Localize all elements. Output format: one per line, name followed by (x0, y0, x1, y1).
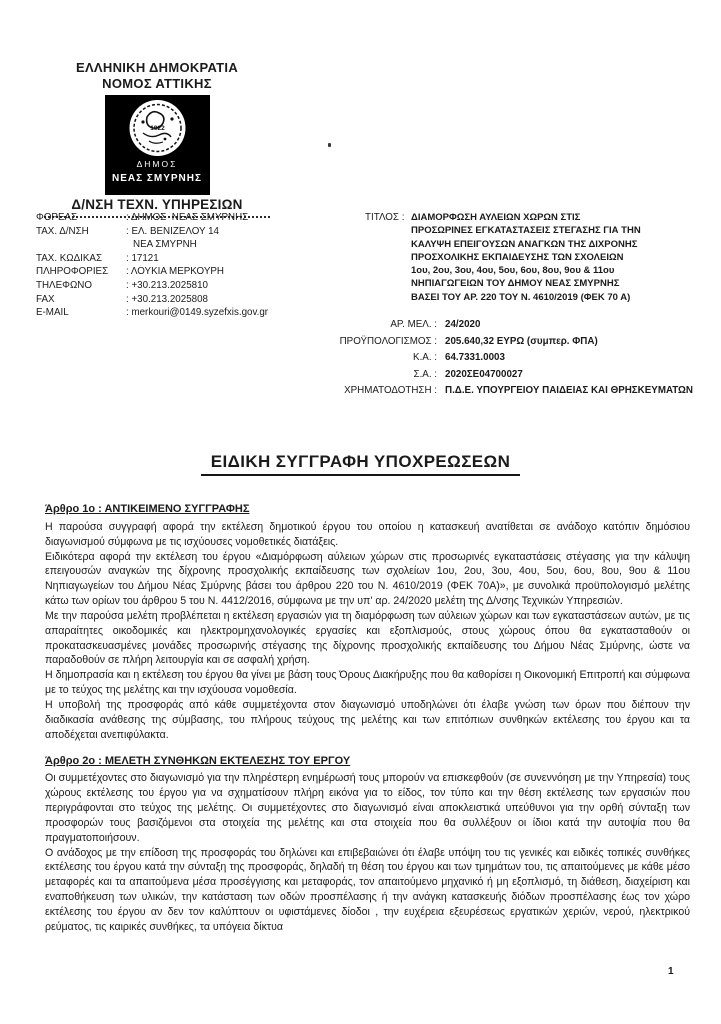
project-title-line: ΚΑΛΥΨΗ ΕΠΕΙΓΟΥΣΩΝ ΑΝΑΓΚΩΝ ΤΗΣ ΔΙΧΡΟΝΗΣ (411, 238, 638, 250)
contact-row-city (36, 238, 268, 252)
contact-row-fax (36, 293, 268, 307)
contact-label: ΤΑΧ. Δ/ΝΣΗ (36, 225, 89, 237)
seal-year-text: 1922 (149, 125, 165, 132)
article-1-heading: Άρθρο 1ο : ΑΝΤΙΚΕΙΜΕΝΟ ΣΥΓΓΡΑΦΗΣ (45, 503, 250, 515)
page-number: 1 (668, 966, 674, 977)
document-body (45, 502, 690, 935)
article-2-paragraph: Οι συμμετέχοντες στο διαγωνισμό για την πληρέστερη ενημέρωσή τους μπορούν να επισκεφθούν (σε συνεννόηση με την Υπηρεσία) τους χώρους εκτέλεσης του έργου για να σχηματίσουν πλήρη εικόνα για το είδος, τον τύπο και την θέση εκτέλεσης των εργασιών που περιγράφονται στο τεύχος της μελέτης. Οι συμμετέχοντες στο διαγωνισμό είναι αποκλειστικά υπεύθυνοι για την ορθή σύνταξη των προσφορών τους βασιζόμενοι στα στοιχεία της μελέτης και στα στοιχεία που θα συλλέξουν οι ίδιοι κατά την αυτοψία που θα πραγματοποιήσουν. (45, 772, 690, 844)
country-name: ΕΛΛΗΝΙΚΗ ΔΗΜΟΚΡΑΤΙΑ (75, 60, 239, 75)
contact-value: : ΔΗΜΟΣ ΝΕΑΣ ΣΜΥΡΝΗΣ (126, 212, 249, 223)
contact-row-info (36, 265, 268, 279)
contact-block (36, 211, 268, 320)
contact-value: : +30.213.2025810 (126, 279, 208, 291)
department-name: Δ/ΝΣΗ ΤΕΧΝ. ΥΠΗΡΕΣΙΩΝ (71, 197, 243, 212)
contact-value: : merkouri@0149.syzefxis.gov.gr (126, 307, 269, 319)
article-2-paragraph: Ο ανάδοχος με την επίδοση της προσφοράς του δηλώνει και επιβεβαιώνει ότι έλαβε υπόψη του τις γενικές και ειδικές τοπικές συνθήκες εκτέλεσης του έργου κατά την σύνταξη της προσφοράς, δηλαδή τη θέση του έργου και των τμημάτων του, τις απαιτούμενες με κάθε μέσο μεταφορές και τα απαιτούμενα μέσα προσέγγισης και μεταφοράς, τον απαιτούμενο μηχανικό ή μη εξοπλισμό, τη διάθεση, διαχείριση και εναποθήκευση των υλικών, την κατάσταση των οδών προσπέλασης ή την ανάγκη κατασκευής διόδων προσπέλασης έως τον χώρο εκτέλεσης του έργου αν δεν τον καλύπτουν οι υφιστάμενες δίοδοι , την ευχέρεια εξευρέσεως εργατικών χεριών, νερού, ηλεκτρικού ρεύματος, τις καιρικές συνθήκες, τα υπόγεια δίκτυα (45, 846, 690, 933)
project-title-line: ΔΙΑΜΟΡΦΩΣΗ ΑΥΛΕΙΩΝ ΧΩΡΩΝ ΣΤΙΣ (411, 212, 581, 223)
meta-label: Σ.Α. : (413, 368, 437, 380)
project-title-label: ΤΙΤΛΟΣ : (365, 212, 405, 223)
contact-value: : +30.213.2025808 (126, 293, 208, 305)
contact-value: : ΛΟΥΚΙΑ ΜΕΡΚΟΥΡΗ (126, 266, 224, 278)
article-spacer (45, 743, 690, 754)
contact-label: E-MAIL (36, 307, 69, 319)
article-1-paragraph: Ειδικότερα αφορά την εκτέλεση του έργου «Διαμόρφωση αύλειων χώρων στις προσωρινές εγκαταστάσεις στέγασης για την κάλυψη επειγουσών αναγκών της δίχρονης προσχολικής εκπαίδευσης των σχολείων 1ου, 2ου, 3ου, 4ου, 5ου, 6ου, 8ου, 9ου & 11ου Νηπιαγωγείων του Δήμου Νέας Σμύρνης βάσει του άρθρου 220 του Ν. 4610/2019 (ΦΕΚ 70Α)», με συνολικά προϋπολογισμό μελέτης κάτω των ορίων του άρθρου 5 του Ν. 4412/2016, σύμφωνα με την υπ' αρ. 24/2020 μελέτη της Δ/νσης Τεχνικών Υπηρεσιών. (45, 550, 690, 608)
contact-label: ΦΟΡΕΑΣ (36, 212, 78, 223)
contact-label: ΤΑΧ. ΚΩΔΙΚΑΣ (36, 252, 103, 264)
meta-value: 205.640,32 ΕΥΡΩ (συμπερ. ΦΠΑ) (445, 335, 598, 347)
page-title: ΕΙΔΙΚΗ ΣΥΓΓΡΑΦΗ ΥΠΟΧΡΕΩΣΕΩΝ (201, 452, 521, 476)
article-1-paragraph: Η παρούσα συγγραφή αφορά την εκτέλεση δημοτικού έργου του οποίου η κατασκευή ανατίθεται σε ανάδοχο κατόπιν δημόσιου διαγωνισμού σύμφωνα με τις ισχύουσες νομοθετικές διατάξεις. (45, 520, 690, 548)
meta-value: 2020ΣΕ04700027 (445, 368, 523, 380)
meta-value: Π.Δ.Ε. ΥΠΟΥΡΓΕΙΟΥ ΠΑΙΔΕΙΑΣ ΚΑΙ ΘΡΗΣΚΕΥΜΑΤΩΝ (445, 385, 693, 396)
contact-label (36, 238, 126, 252)
meta-row-funding (37, 383, 693, 400)
doc-title-wrap (0, 452, 721, 476)
scan-artifact-dot (328, 143, 331, 147)
contact-row-address (36, 225, 268, 239)
project-title-line: ΒΑΣΕΙ ΤΟΥ ΑΡ. 220 ΤΟΥ Ν. 4610/2019 (ΦΕΚ 70 Α) (411, 291, 631, 303)
contact-value: ΝΕΑ ΣΜΥΡΝΗ (133, 239, 197, 251)
prefecture-name: ΝΟΜΟΣ ΑΤΤΙΚΗΣ (102, 76, 212, 91)
municipality-logo (105, 95, 210, 195)
meta-row-ka (37, 350, 693, 367)
contact-label: FAX (36, 293, 55, 305)
gov-header (42, 60, 272, 218)
project-title-line: 1ου, 2ου, 3ου, 4ου, 5ου, 6ου, 8ου, 9ου & 11ου (411, 265, 615, 277)
project-title-line: ΠΡΟΣΩΡΙΝΕΣ ΕΓΚΑΤΑΣΤΑΣΕΙΣ ΣΤΕΓΑΣΗΣ ΓΙΑ ΤΗΝ (411, 225, 641, 237)
project-title-text (411, 211, 676, 304)
contact-row-foreas (36, 211, 268, 225)
contact-row-phone (36, 279, 268, 293)
contact-label: ΤΗΛΕΦΩΝΟ (36, 279, 92, 291)
meta-row-budget (37, 334, 693, 351)
meta-label: ΧΡΗΜΑΤΟΔΟΤΗΣΗ : (344, 385, 437, 396)
project-title-line: ΠΡΟΣΧΟΛΙΚΗΣ ΕΚΠΑΙΔΕΥΣΗΣ ΤΩΝ ΣΧΟΛΕΙΩΝ (411, 251, 624, 263)
article-1-paragraph: Με την παρούσα μελέτη προβλέπεται η εκτέλεση εργασιών για τη διαμόρφωση των αύλειων χώρων και των εγκαταστάσεων αυτών, με τις απαραίτητες οικοδομικές και ηλεκτρομηχανολογικές εργασίες και εξοπλισμούς, στους χώρους όπου θα εγκατασταθούν οι προκατασκευασμένες μονάδες προσωρινής στέγασης της δίχρονης προσχολικής εκπαίδευσης του Δήμου Νέας Σμύρνης, ώστε να παραδοθούν σε πλήρη λειτουργία και σε ασφαλή χρήση. (45, 609, 690, 667)
project-title-block (365, 211, 676, 304)
article-2-heading: Άρθρο 2ο : ΜΕΛΕΤΗ ΣΥΝΘΗΚΩΝ ΕΚΤΕΛΕΣΗΣ ΤΟΥ ΕΡΓΟΥ (45, 754, 351, 767)
meta-value: 24/2020 (445, 319, 481, 330)
contact-value: : ΕΛ. ΒΕΝΙΖΕΛΟΥ 14 (126, 225, 219, 237)
meta-row-study-number (37, 317, 693, 334)
meta-label: ΑΡ. ΜΕΛ. : (390, 319, 437, 330)
meta-label: Κ.Α. : (413, 352, 437, 363)
meta-block (37, 317, 693, 400)
logo-caption-bottom: ΝΕΑΣ ΣΜΥΡΝΗΣ (111, 173, 202, 184)
contact-label: ΠΛΗΡΟΦΟΡΙΕΣ (36, 266, 109, 278)
article-1-paragraph: Η δημοπρασία και η εκτέλεση του έργου θα γίνει με βάση τους Όρους Διακήρυξης που θα καθορίσει η Οικονομική Επιτροπή και σύμφωνα με το τεύχος της μελέτης και την ισχύουσα νομοθεσία. (45, 669, 690, 697)
project-title-line: ΝΗΠΙΑΓΩΓΕΙΩΝ ΤΟΥ ΔΗΜΟΥ ΝΕΑΣ ΣΜΥΡΝΗΣ (411, 278, 620, 290)
contact-row-postcode (36, 252, 268, 266)
meta-row-sa (37, 367, 693, 384)
meta-value: 64.7331.0003 (445, 352, 505, 363)
logo-caption-top: ΔΗΜΟΣ (136, 159, 178, 169)
contact-value: : 17121 (126, 252, 159, 264)
article-1-paragraph: Η υποβολή της προσφοράς από κάθε συμμετέχοντα στον διαγωνισμό υποδηλώνει ότι έλαβε γνώση των όρων που διέπουν την διαδικασία ανάθεσης της σύμβασης, του πλήρους τεύχους της μελέτης και των επιτόπιων συνθηκών εκτέλεσης του έργου και τα αποδέχεται ανεπιφύλακτα. (45, 698, 690, 741)
meta-label: ΠΡΟΫΠΟΛΟΓΙΣΜΟΣ : (339, 335, 437, 347)
